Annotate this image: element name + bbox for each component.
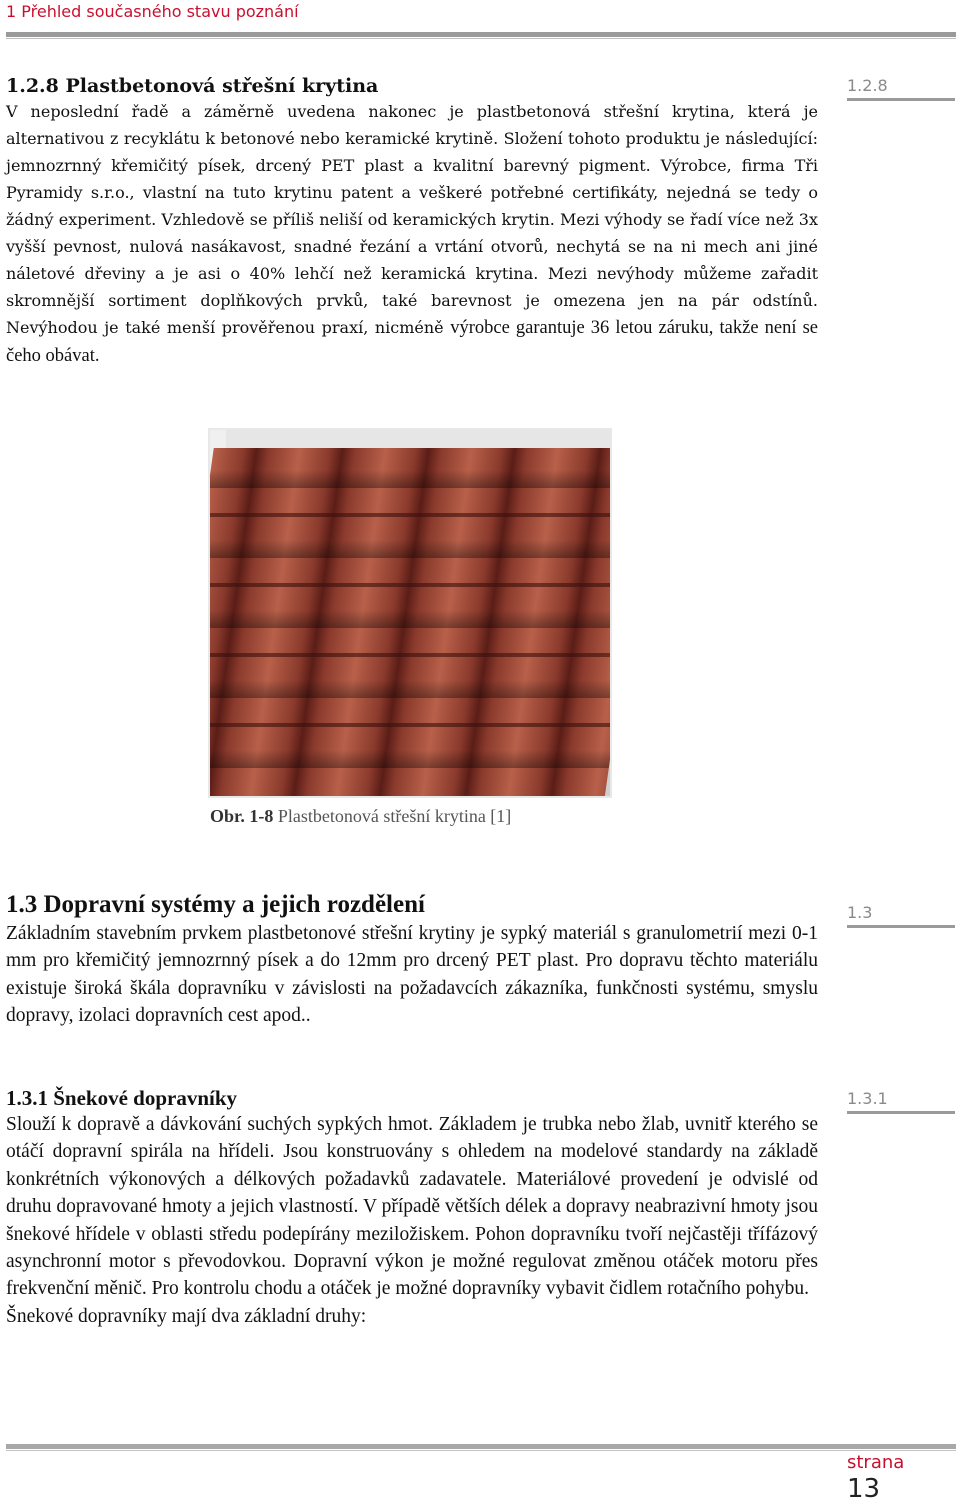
paragraph-tail-text: výrobce garantuje 36 letou záruku, takže není se čeho obávat. (6, 318, 818, 366)
figure-caption-label: Obr. 1-8 (210, 806, 274, 826)
section-heading: 1.2.8 Plastbetonová střešní krytina (6, 75, 379, 97)
figure-caption-text: Plastbetonová střešní krytina [1] (277, 806, 512, 826)
section-heading: 1.3.1 Šnekové dopravníky (6, 1086, 238, 1110)
header-rule-thin (6, 38, 956, 39)
running-header: 1 Přehled současného stavu poznání (6, 2, 299, 21)
figure-caption (210, 804, 630, 828)
section-1-3 (6, 890, 818, 1030)
margin-section-number: 1.2.8 (847, 76, 888, 95)
footer-rule (6, 1444, 956, 1449)
header-rule (6, 32, 956, 37)
section-1-2-8 (6, 74, 818, 370)
section-paragraph: Základním stavebním prvkem plastbetonové střešní krytiny je sypký materiál s granulometrií mezi 0-1 mm pro křemičitý jemnozrnný písek a do 12mm pro drcený PET plast. Pro dopravu těchto materiálu existuje široká škála dopravníku v závislosti na požadavcích zákazníka, funkčnosti systému, smyslu dopravy, izolaci dopravních cest apod.. (6, 923, 818, 1027)
margin-rule (847, 925, 955, 928)
margin-section-number: 1.3 (847, 903, 873, 922)
margin-section-number: 1.3.1 (847, 1089, 888, 1108)
section-paragraph: Slouží k dopravě a dávkování suchých sypkých hmot. Základem je trubka nebo žlab, uvnitř kterého se otáčí dopravní spirála na hřídeli. Jsou konstruovány s ohledem na modelové standardy na základě konkrétních výkonových a délkových požadavků zadavatele. Materiálové provedení je odvislé od druhu dopravované hmoty a jejich vlastností. V případě větších délek a dopravy neabrazivní hmoty jsou šnekové hřídele v oblasti středu podepírány meziložiskem. Pohon dopravníku tvoří nejčastěji třífázový asynchronní motor s převodovkou. Dopravní výkon je možné regulovat změnou otáček motoru přes frekvenční měnič. Pro kontrolu chodu a otáček je možné dopravníky vybavit čidlem rotačního pohybu. (6, 1114, 818, 1300)
paragraph-main-text: V neposlední řadě a záměrně uvedena nakonec je plastbetonová střešní krytina, která je alternativou z recyklátu k betonové nebo keramické krytině. Složení tohoto produktu je následující: jemnozrnný křemičitý písek, drcený PET plast a kvalitní barevný pigment. Výrobce, firma Tři Pyramidy s.r.o., vlastní na tuto krytinu patent a veškeré potřebné certifikáty, nejedná se tedy o žádný experiment. Vzhledově se příliš neliší od keramických krytin. Mezi výhody se řadí více než 3x vyšší pevnost, nulová nasákavost, snadné řezání a vrtání otvorů, nechytá se na ni mech ani jiné náletové dřeviny a je asi o 40% lehčí než keramická krytina. Mezi nevýhody můžeme zařadit skromnější sortiment doplňkových prvků, také barevnost je omezena jen na pár odstínů. Nevýhodou je také menší prověřenou praxí, nicméně (6, 102, 818, 337)
section-heading: 1.3 Dopravní systémy a jejich rozdělení (6, 891, 425, 918)
footer-rule-thin (6, 1450, 956, 1451)
roof-tile-photo (208, 428, 612, 798)
page-number: 13 (847, 1474, 881, 1504)
page-label: strana (847, 1452, 905, 1473)
margin-rule (847, 1111, 955, 1114)
section-paragraph (6, 98, 818, 370)
section-1-3-1 (6, 1085, 818, 1330)
margin-rule (847, 98, 955, 101)
section-closing-line: Šnekové dopravníky mají dva základní druhy: (6, 1305, 367, 1327)
roof-tile-image (208, 428, 612, 798)
